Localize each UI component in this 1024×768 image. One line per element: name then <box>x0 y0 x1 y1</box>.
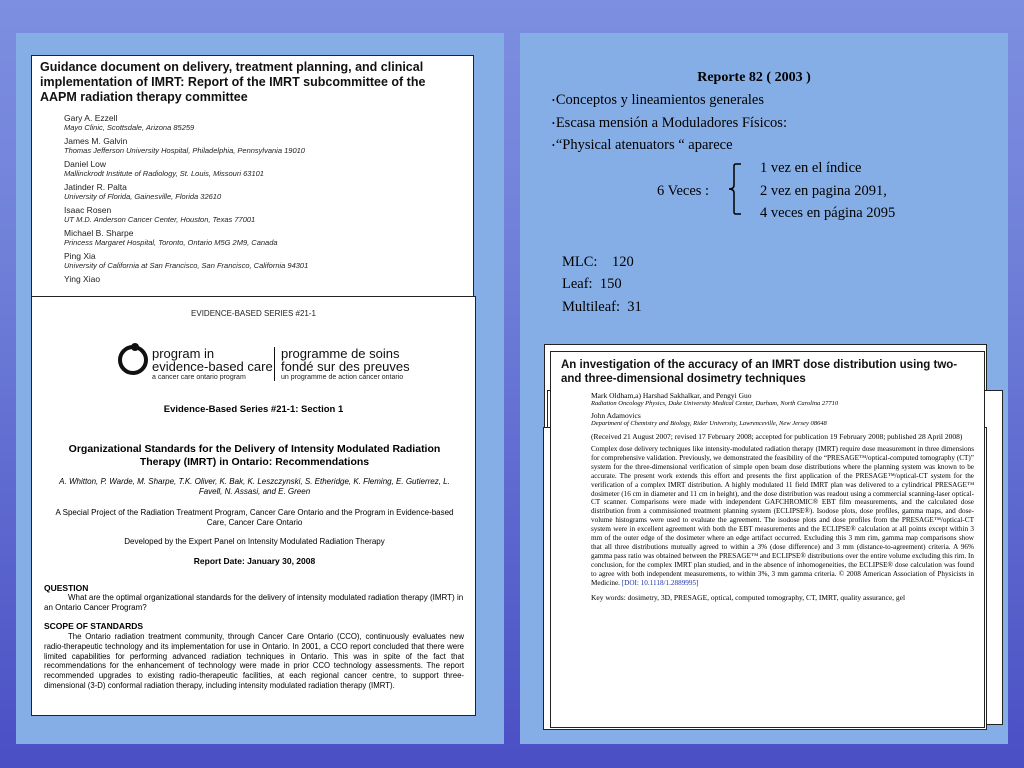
bullet-2-text: Escasa mensión a Moduladores Físicos: <box>555 115 787 131</box>
veces-line-1: 1 vez en el índice <box>760 160 862 176</box>
paper-abstract <box>591 445 974 588</box>
author-affiliation: Mallinckrodt Institute of Radiology, St. Louis, Missouri 63101 <box>64 169 264 178</box>
question-text <box>44 593 464 613</box>
aapm-author <box>64 205 465 224</box>
right-slide-panel <box>520 33 1008 744</box>
author-name: Michael B. Sharpe <box>64 228 134 238</box>
author-affiliation: University of Florida, Gainesville, Florida 32610 <box>64 192 222 201</box>
aapm-author <box>64 159 465 178</box>
author-name: Ying Xiao <box>64 274 101 284</box>
veces-line-3: 4 veces en página 2095 <box>760 205 896 221</box>
aapm-title: Guidance document on delivery, treatment planning, and clinical implementation of IMRT: Report of the IMRT subcommittee of the AAPM radiation therapy committee <box>40 60 426 104</box>
author-name: Gary A. Ezzell <box>64 113 118 123</box>
ebs-project: A Special Project of the Radiation Treatment Program, Cancer Care Ontario and the Program in Evidence-based Care, Cancer Care Ontario <box>55 508 454 527</box>
ebs-section-title: Evidence-Based Series #21-1: Section 1 <box>163 404 344 415</box>
veces-label: 6 Veces : <box>657 183 710 199</box>
scope-text <box>44 632 464 691</box>
bullet-1: •Conceptos y lineamientos generales <box>552 92 764 108</box>
question-body: What are the optimal organizational standards for the delivery of intensity modulated radiation therapy (IMRT) in an Ontario Cancer Program? <box>44 593 464 612</box>
aapm-author <box>64 228 465 247</box>
author-name: Isaac Rosen <box>64 205 112 215</box>
left-slide-panel <box>16 33 504 744</box>
author-affiliation: Thomas Jefferson University Hospital, Philadelphia, Pennsylvania 19010 <box>64 146 305 155</box>
pebc-logo <box>118 345 418 389</box>
bullet-2: •Escasa mensión a Moduladores Físicos: <box>552 115 787 131</box>
ebs-series-header: EVIDENCE-BASED SERIES #21-1 <box>191 309 316 318</box>
ebs-report-date: Report Date: January 30, 2008 <box>193 556 316 566</box>
scope-body: The Ontario radiation treatment community, through Cancer Care Ontario (CCO), continuously evaluates new radio-therapeutic technology and its implementation for use in Ontario. In 2001, a CCO report concluded that there were limited capabilities for performing advanced radiation techniques in Ontario. This was in spite of the fact that recommendations for the enhancement of technology were made in prior CCO technology assessments. The report recommended upgrades to existing radio-therapeutic facilities, at each regional cancer centre, to support three-dimensional (3-D) conformal radiation therapy, including intensity modulated radiation therapy (IMRT). <box>44 632 464 690</box>
author-affiliation: Princess Margaret Hospital, Toronto, Ontario M5G 2M9, Canada <box>64 238 278 247</box>
author-name: James M. Galvin <box>64 136 128 146</box>
scope-heading: SCOPE OF STANDARDS <box>44 621 144 631</box>
ontario-ebs-page <box>31 296 476 716</box>
author-name: Jatinder R. Palta <box>64 182 127 192</box>
paper-title: An investigation of the accuracy of an IMRT dose distribution using two- and three-dimensional dosimetry techniques <box>561 359 958 385</box>
aapm-author <box>64 136 465 155</box>
count-mlc <box>562 254 634 271</box>
report-title: Reporte 82 ( 2003 ) <box>697 70 811 85</box>
author-name: Daniel Low <box>64 159 107 169</box>
aapm-author <box>64 251 465 270</box>
paper-affiliation-2: Department of Chemistry and Biology, Rider University, Lawrenceville, New Jersey 08648 <box>591 420 827 427</box>
bullet-3: •“Physical atenuators “ aparece <box>552 137 733 153</box>
abstract-body: Complex dose delivery techniques like intensity-modulated radiation therapy (IMRT) require dose measurement in three dimensions for comprehensive validation. Previously, we demonstrated the feasibility of the “PRESAGE™/optical-computed tomography (CT)” system for the three-dimensional verification of simple open beam dose distributions where the planning system was known to be accurate. The present work extends this effort and presents the first application of the PRESAGE™/optical-CT system for the verification of a complex IMRT distribution. A highly modulated 11 field IMRT plan was delivered to a cylindrical PRESAGE™ dosimeter (16 cm in diameter and 11 cm in height), and the dose distribution was readout using a commercial scanning-laser optical-CT scanner. Comparisons were made with independent GAFCHROMIC® EBT film measurements, and the calculated dose distribution from a commissioned treatment planning system (ECLIPSE®). Isodose plots, dose profiles, gamma maps, and dose-volume histograms were used to evaluate the agreement. The isodose plots and dose profiles from the PRESAGE™/optical-CT system were in excellent agreement with both the EBT measurements and the ECLIPSE® calculation at all points except within 3 mm of the outer edge of the dosimeter where an edge artifact occurred. Excluding this 3 mm rim, gamma map comparisons show that all three distributions mutually agreed to within a 3% (dose difference) and 3 mm (distance-to-agreement) criteria. A 96% gamma pass ratio was obtained between the PRESAGE™ and ECLIPSE® distributions over the entire volume excluding this rim. In conclusion, for the complex IMRT plan studied, and in the absence of inhomogeneities, the ECLIPSE® dose calculation was found to agree with both independent measurements, to within 3%, 3 mm gamma criteria. © 2008 American Association of Physicists in Medicine. <box>591 445 974 587</box>
count-mlc-value: 120 <box>611 254 634 270</box>
veces-line-2: 2 vez en pagina 2091, <box>760 183 887 199</box>
bullet-1-text: Conceptos y lineamientos generales <box>555 92 764 108</box>
logo-text-fr-1: programme de soins <box>281 346 400 361</box>
author-affiliation: Mayo Clinic, Scottsdale, Arizona 85259 <box>64 123 195 132</box>
bullet-3-text: “Physical atenuators “ aparece <box>555 137 733 153</box>
brace-icon <box>728 163 742 215</box>
count-multileaf <box>562 299 642 316</box>
paper-authors-1: Mark Oldham,a) Harshad Sakhalkar, and Pengyi Guo <box>591 391 752 400</box>
count-multileaf-value: 31 <box>627 299 642 315</box>
aapm-author <box>64 182 465 201</box>
oldham-paper-page <box>550 351 985 728</box>
apple-logo-icon <box>118 345 148 375</box>
logo-text-en-2: evidence-based care <box>152 359 273 374</box>
count-leaf-value: 150 <box>599 276 622 292</box>
ebs-developed-by: Developed by the Expert Panel on Intensity Modulated Radiation Therapy <box>124 537 385 546</box>
paper-dates: (Received 21 August 2007; revised 17 February 2008; accepted for publication 19 February 2008; published 28 April 2008) <box>591 432 963 441</box>
logo-sub-en: a cancer care ontario program <box>152 374 246 381</box>
doi-link[interactable]: [DOI: 10.1118/1.2889995] <box>621 578 699 587</box>
logo-sub-fr: un programme de action cancer ontario <box>281 374 404 381</box>
ebs-title: Organizational Standards for the Delivery of Intensity Modulated Radiation Therapy (IMRT) in Ontario: Recommendations <box>68 443 441 468</box>
author-affiliation: University of California at San Francisco, San Francisco, California 94301 <box>64 261 309 270</box>
aapm-author <box>64 113 465 132</box>
count-leaf <box>562 276 622 293</box>
aapm-author <box>64 274 465 284</box>
ebs-authors: A. Whitton, P. Warde, M. Sharpe, T.K. Oliver, K. Bak, K. Leszczynski, S. Etheridge, K. Fleming, E. Gutierrez, L. Favell, N. Assasi, and E. Green <box>59 477 450 496</box>
aapm-report-page <box>31 55 474 317</box>
author-name: Ping Xia <box>64 251 96 261</box>
logo-text-fr-2: fondé sur des preuves <box>281 359 410 374</box>
author-affiliation: UT M.D. Anderson Cancer Center, Houston, Texas 77001 <box>64 215 256 224</box>
count-multileaf-label: Multileaf: <box>562 299 620 315</box>
count-mlc-label: MLC: <box>562 254 598 270</box>
paper-affiliation-1: Radiation Oncology Physics, Duke University Medical Center, Durham, North Carolina 27710 <box>591 400 839 407</box>
paper-authors-2: John Adamovics <box>591 411 641 420</box>
logo-text-en-1: program in <box>152 346 215 361</box>
question-heading: QUESTION <box>44 583 89 593</box>
aapm-author-list <box>40 113 465 284</box>
count-leaf-label: Leaf: <box>562 276 593 292</box>
paper-keywords: Key words: dosimetry, 3D, PRESAGE, optical, computed tomography, CT, IMRT, quality assurance, gel <box>591 592 906 602</box>
